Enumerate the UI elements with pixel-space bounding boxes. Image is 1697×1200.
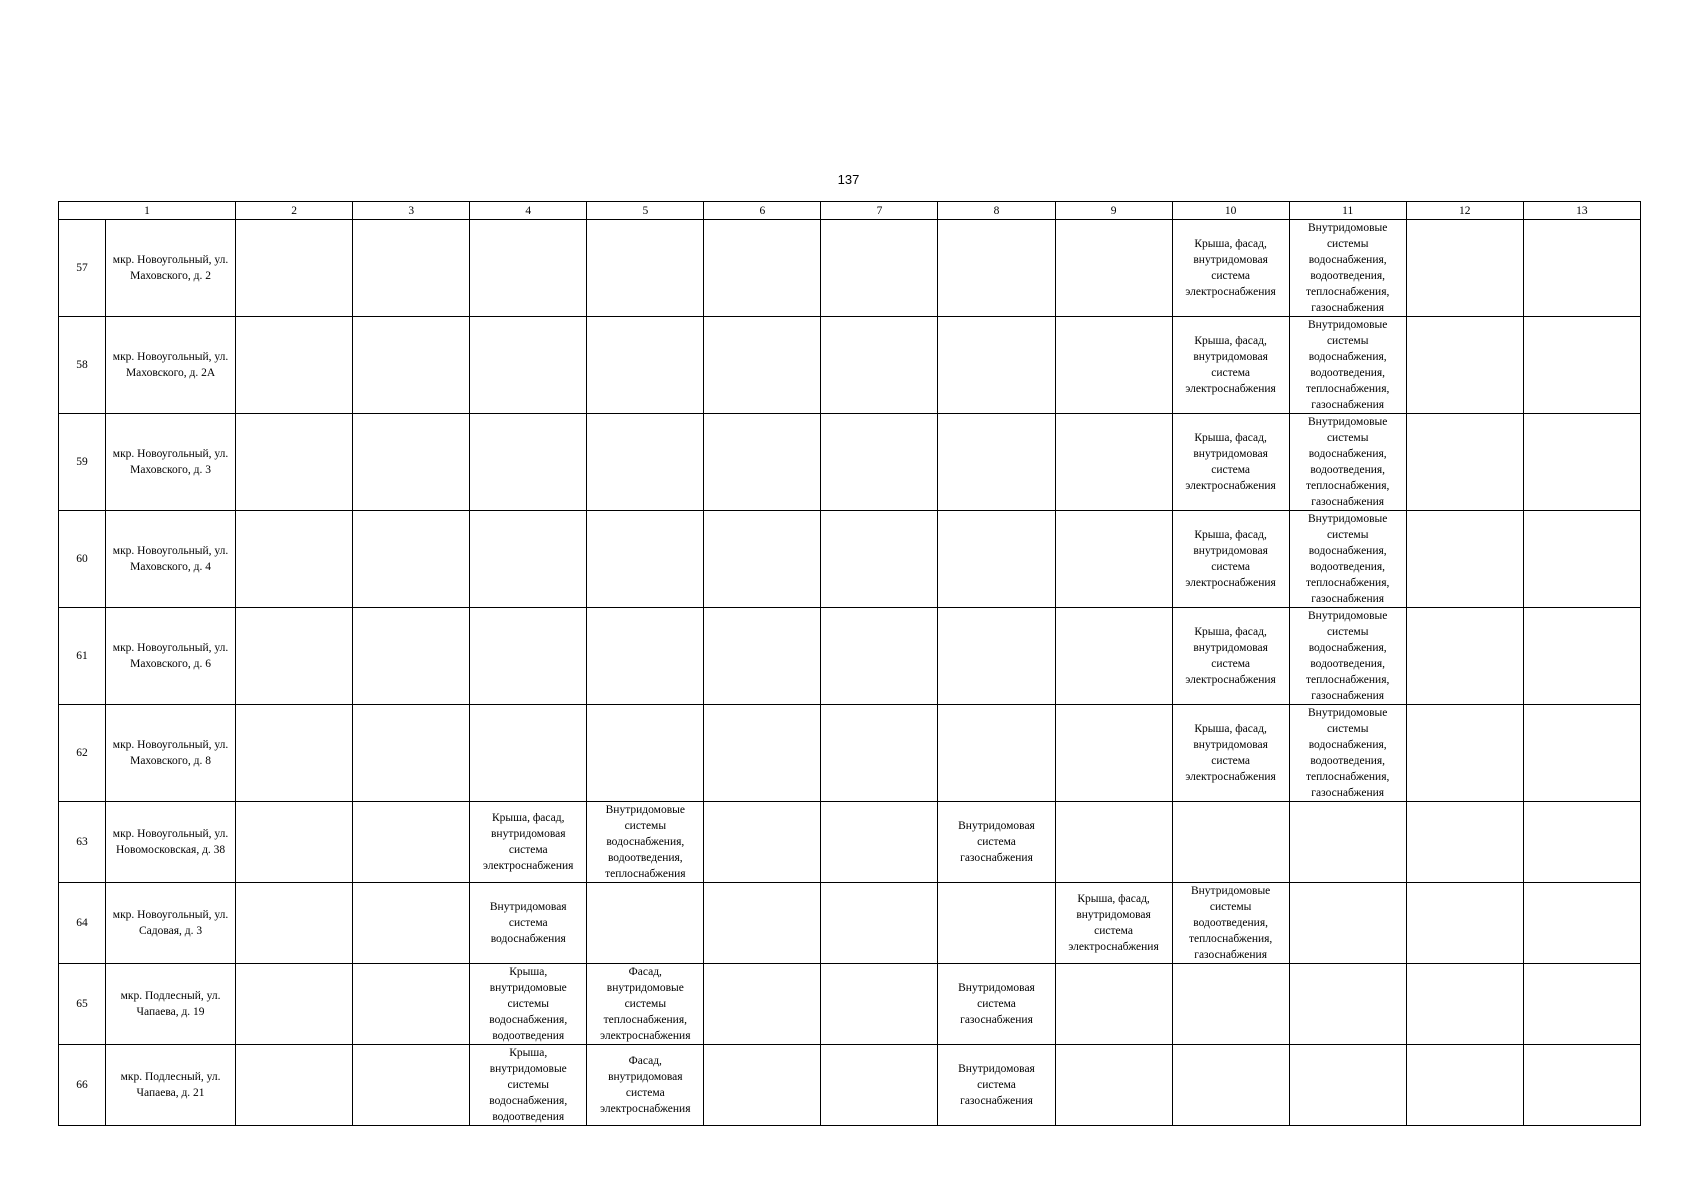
column-header: 13 [1523,202,1640,220]
work-cell [938,511,1055,608]
work-cell [470,317,587,414]
row-number: 63 [59,802,106,883]
work-cell [1172,1045,1289,1126]
work-cell [1523,964,1640,1045]
work-cell [1055,511,1172,608]
repair-schedule-table [58,201,1641,1126]
address-cell: мкр. Новоугольный, ул. Маховского, д. 4 [106,511,236,608]
work-cell [704,317,821,414]
work-cell: Крыша, фасад, внутридомовая система электроснабжения [1172,511,1289,608]
column-header: 9 [1055,202,1172,220]
work-cell: Внутридомовая система водоснабжения [470,883,587,964]
work-cell: Крыша, фасад, внутридомовая система электроснабжения [1172,220,1289,317]
work-cell [1289,802,1406,883]
work-cell [1055,608,1172,705]
work-cell [587,220,704,317]
header-row [59,202,1641,220]
work-cell: Внутридомовые системы водоснабжения, водоотведения, теплоснабжения, газоснабжения [1289,317,1406,414]
work-cell [236,802,353,883]
address-cell: мкр. Новоугольный, ул. Маховского, д. 6 [106,608,236,705]
address-cell: мкр. Новоугольный, ул. Садовая, д. 3 [106,883,236,964]
work-cell [704,802,821,883]
work-cell [821,705,938,802]
work-cell [1055,317,1172,414]
work-cell [236,511,353,608]
work-cell [353,705,470,802]
work-cell [353,511,470,608]
work-cell [1523,317,1640,414]
work-cell: Крыша, фасад, внутридомовая система электроснабжения [1172,705,1289,802]
work-cell [236,220,353,317]
column-header: 7 [821,202,938,220]
work-cell [1406,964,1523,1045]
work-cell [1523,414,1640,511]
work-cell: Крыша, фасад, внутридомовая система электроснабжения [470,802,587,883]
work-cell: Внутридомовые системы водоснабжения, водоотведения, теплоснабжения, газоснабжения [1289,511,1406,608]
work-cell [1406,883,1523,964]
work-cell [704,414,821,511]
table-row [59,964,1641,1045]
row-number: 57 [59,220,106,317]
page-number: 137 [837,172,860,187]
column-header: 5 [587,202,704,220]
address-cell: мкр. Новоугольный, ул. Маховского, д. 3 [106,414,236,511]
work-cell: Фасад, внутридомовая система электроснабжения [587,1045,704,1126]
column-header: 1 [59,202,236,220]
work-cell [470,220,587,317]
work-cell: Крыша, фасад, внутридомовая система электроснабжения [1172,317,1289,414]
work-cell [1289,883,1406,964]
work-cell: Внутридомовые системы водоснабжения, водоотведения, теплоснабжения, газоснабжения [1289,705,1406,802]
work-cell: Внутридомовая система газоснабжения [938,1045,1055,1126]
row-number: 66 [59,1045,106,1126]
work-cell [938,608,1055,705]
work-cell [821,802,938,883]
work-cell: Внутридомовые системы водоснабжения, водоотведения, теплоснабжения, газоснабжения [1289,608,1406,705]
table-row [59,608,1641,705]
work-cell [704,1045,821,1126]
work-cell [1289,1045,1406,1126]
work-cell [1523,608,1640,705]
work-cell [1523,883,1640,964]
table-row [59,511,1641,608]
work-cell [704,608,821,705]
row-number: 65 [59,964,106,1045]
column-header: 2 [236,202,353,220]
work-cell [1523,802,1640,883]
work-cell [1523,1045,1640,1126]
work-cell: Крыша, фасад, внутридомовая система электроснабжения [1055,883,1172,964]
work-cell [353,220,470,317]
work-cell: Крыша, фасад, внутридомовая система электроснабжения [1172,608,1289,705]
work-cell [587,705,704,802]
work-cell [236,414,353,511]
work-cell [353,964,470,1045]
work-cell [236,705,353,802]
work-cell: Внутридомовая система газоснабжения [938,964,1055,1045]
work-cell [821,1045,938,1126]
work-cell: Крыша, внутридомовые системы водоснабжения, водоотведения [470,964,587,1045]
work-cell [1406,511,1523,608]
address-cell: мкр. Новоугольный, ул. Маховского, д. 8 [106,705,236,802]
work-cell [1289,964,1406,1045]
table-row [59,414,1641,511]
work-cell [704,511,821,608]
work-cell [1055,705,1172,802]
work-cell [1406,608,1523,705]
work-cell [1406,317,1523,414]
work-cell [1523,511,1640,608]
column-header: 11 [1289,202,1406,220]
table-row [59,317,1641,414]
work-cell [821,964,938,1045]
work-cell [938,317,1055,414]
table-row [59,883,1641,964]
work-cell [470,608,587,705]
work-cell [704,220,821,317]
work-cell: Внутридомовые системы водоснабжения, водоотведения, теплоснабжения, газоснабжения [1289,220,1406,317]
work-cell [1055,414,1172,511]
work-cell [1523,705,1640,802]
work-cell [704,705,821,802]
row-number: 60 [59,511,106,608]
work-cell [938,414,1055,511]
work-cell [236,964,353,1045]
table-body [59,202,1641,1126]
work-cell: Фасад, внутридомовые системы теплоснабжения, электроснабжения [587,964,704,1045]
work-cell [587,883,704,964]
work-cell [938,705,1055,802]
work-cell [821,317,938,414]
work-cell [704,883,821,964]
row-number: 64 [59,883,106,964]
column-header: 6 [704,202,821,220]
work-cell [587,511,704,608]
work-cell [1406,802,1523,883]
table-row [59,1045,1641,1126]
work-cell [353,802,470,883]
work-cell [587,608,704,705]
column-header: 10 [1172,202,1289,220]
work-cell [821,220,938,317]
table-row [59,705,1641,802]
work-cell [1055,1045,1172,1126]
column-header: 12 [1406,202,1523,220]
address-cell: мкр. Подлесный, ул. Чапаева, д. 21 [106,1045,236,1126]
work-cell [1055,220,1172,317]
work-cell [353,883,470,964]
work-cell [236,1045,353,1126]
work-cell [470,705,587,802]
work-cell [1406,414,1523,511]
work-cell [821,883,938,964]
work-cell: Крыша, фасад, внутридомовая система электроснабжения [1172,414,1289,511]
work-cell [1406,705,1523,802]
work-cell: Внутридомовые системы водоотведения, теплоснабжения, газоснабжения [1172,883,1289,964]
work-cell [1172,802,1289,883]
address-cell: мкр. Подлесный, ул. Чапаева, д. 19 [106,964,236,1045]
work-cell [587,317,704,414]
work-cell [353,317,470,414]
work-cell [236,317,353,414]
row-number: 58 [59,317,106,414]
work-cell [353,608,470,705]
work-cell [938,883,1055,964]
address-cell: мкр. Новоугольный, ул. Маховского, д. 2 [106,220,236,317]
work-cell [470,511,587,608]
work-cell [353,414,470,511]
work-cell: Крыша, внутридомовые системы водоснабжения, водоотведения [470,1045,587,1126]
work-cell [821,608,938,705]
work-cell [1406,1045,1523,1126]
table-row [59,220,1641,317]
work-cell: Внутридомовые системы водоснабжения, водоотведения, теплоснабжения [587,802,704,883]
work-cell [1406,220,1523,317]
work-cell [470,414,587,511]
work-cell [704,964,821,1045]
work-cell [821,414,938,511]
work-cell [1523,220,1640,317]
row-number: 62 [59,705,106,802]
row-number: 59 [59,414,106,511]
work-cell [587,414,704,511]
work-cell [236,608,353,705]
table-row [59,802,1641,883]
work-cell [236,883,353,964]
address-cell: мкр. Новоугольный, ул. Новомосковская, д. 38 [106,802,236,883]
work-cell [1172,964,1289,1045]
row-number: 61 [59,608,106,705]
work-cell [938,220,1055,317]
work-cell [353,1045,470,1126]
work-cell: Внутридомовые системы водоснабжения, водоотведения, теплоснабжения, газоснабжения [1289,414,1406,511]
column-header: 3 [353,202,470,220]
address-cell: мкр. Новоугольный, ул. Маховского, д. 2А [106,317,236,414]
work-cell [1055,964,1172,1045]
work-cell [821,511,938,608]
column-header: 4 [470,202,587,220]
work-cell [1055,802,1172,883]
work-cell: Внутридомовая система газоснабжения [938,802,1055,883]
column-header: 8 [938,202,1055,220]
